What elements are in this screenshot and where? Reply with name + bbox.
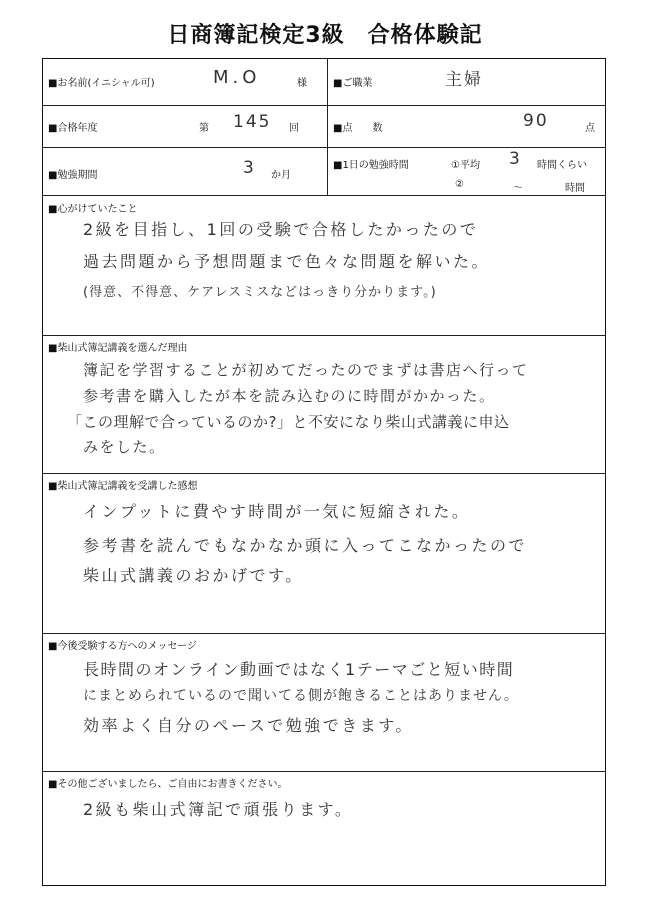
column-divider: [327, 59, 328, 195]
daily-study-avg-label: ①平均: [451, 160, 480, 171]
daily-study-alt-tilde: ～: [513, 183, 523, 194]
section-line: 参考書を読んでもなかなか頭に入ってこなかったので: [83, 536, 528, 555]
daily-study-avg-value: 3: [509, 149, 522, 169]
section-line: 2級を目指し、1回の受験で合格したかったので: [83, 220, 479, 239]
daily-study-label: ■1日の勉強時間: [333, 160, 409, 171]
pass-year-suffix: 回: [289, 123, 299, 134]
pass-year-value: 145: [233, 112, 272, 132]
row-divider: [43, 195, 605, 196]
section-heading-reason: ■柴山式簿記講義を選んだ理由: [48, 343, 188, 354]
section-divider: [43, 473, 605, 474]
occupation-label: ■ご職業: [333, 78, 373, 89]
section-line: 効率よく自分のペースで勉強できます。: [83, 716, 414, 735]
score-label: ■点 数: [333, 123, 383, 134]
section-line: 簿記を学習することが初めてだったのでまずは書店へ行って: [83, 361, 529, 379]
name-suffix: 様: [297, 78, 307, 89]
testimonial-form: [42, 58, 606, 886]
daily-study-alt-suffix: 時間: [565, 183, 585, 194]
section-line: 「この理解で合っているのか?」と不安になり柴山式講義に申込: [67, 413, 510, 431]
section-heading-impression: ■柴山式簿記講義を受講した感想: [48, 481, 198, 492]
section-divider: [43, 335, 605, 336]
pass-year-prefix: 第: [199, 123, 209, 134]
pass-year-label: ■合格年度: [48, 123, 98, 134]
page-title: 日商簿記検定3級 合格体験記: [167, 23, 483, 48]
section-line: にまとめられているので聞いてる側が飽きることはありません。: [83, 688, 519, 704]
study-period-suffix: か月: [271, 170, 291, 181]
section-line: 参考書を購入したが本を読み込むのに時間がかかった。: [83, 387, 496, 405]
section-heading-other: ■その他ございましたら、ご自由にお書きください。: [48, 779, 288, 790]
section-line: みをした。: [83, 438, 166, 456]
section-line: (得意、不得意、ケアレスミスなどはっきり分かります。): [83, 285, 437, 300]
study-period-value: 3: [243, 158, 256, 178]
daily-study-alt-label: ②: [455, 179, 464, 190]
daily-study-avg-suffix: 時間くらい: [537, 160, 587, 171]
section-divider: [43, 633, 605, 634]
section-line: インプットに費やす時間が一気に短縮された。: [83, 502, 471, 521]
section-line: 2級も柴山式簿記で頑張ります。: [83, 800, 354, 819]
row-divider: [43, 105, 605, 106]
score-value: 90: [523, 111, 549, 131]
section-line: 柴山式講義のおかげです。: [83, 566, 304, 585]
section-line: 長時間のオンライン動画ではなく1テーマごと短い時間: [83, 660, 515, 679]
section-heading-efforts: ■心がけていたこと: [48, 204, 138, 215]
section-divider: [43, 771, 605, 772]
occupation-value: 主婦: [445, 70, 483, 90]
section-heading-message: ■今後受験する方へのメッセージ: [48, 641, 197, 652]
study-period-label: ■勉強期間: [48, 170, 98, 181]
name-label: ■お名前(イニシャル可): [48, 78, 155, 89]
name-value: M.O: [213, 67, 261, 88]
row-divider: [43, 147, 605, 148]
section-line: 過去問題から予想問題まで色々な問題を解いた。: [83, 252, 491, 271]
score-suffix: 点: [585, 123, 595, 134]
